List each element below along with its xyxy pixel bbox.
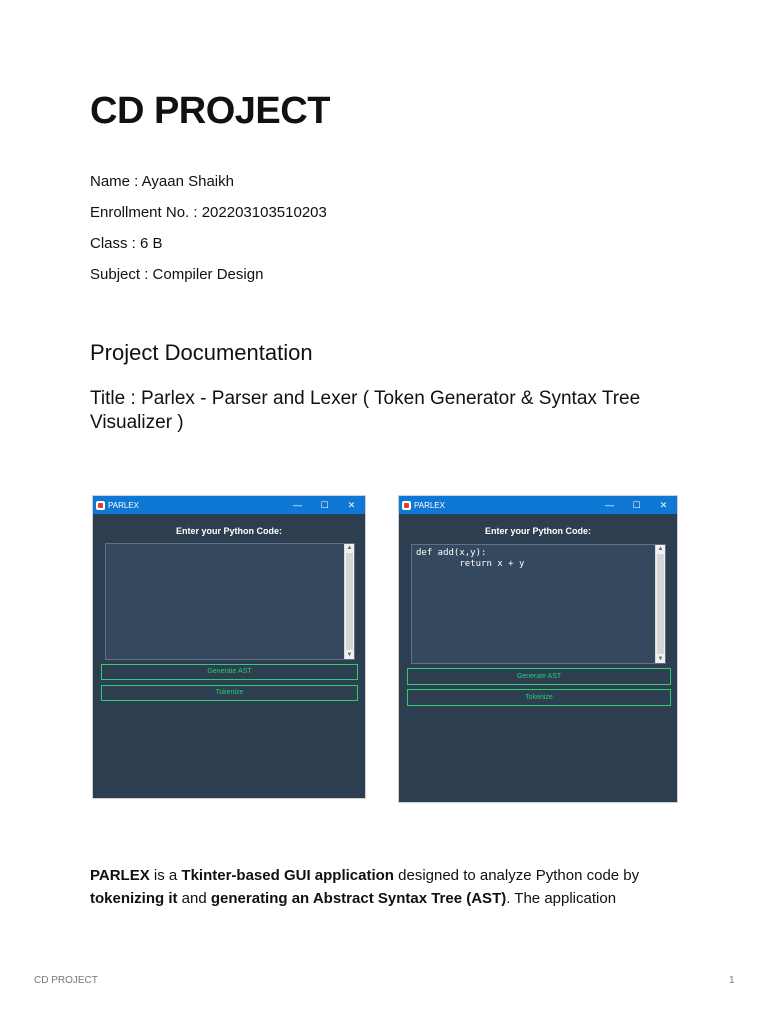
window-titlebar <box>399 496 677 514</box>
minimize-icon[interactable]: — <box>605 500 614 510</box>
para-text-2: designed to analyze Python code by <box>393 867 640 884</box>
scroll-down-icon[interactable]: ▼ <box>346 652 353 658</box>
maximize-icon[interactable]: ☐ <box>320 499 329 510</box>
app-window <box>399 496 677 802</box>
app-icon <box>402 501 411 510</box>
editor-scrollbar[interactable] <box>655 545 665 663</box>
para-text-4: . The application <box>506 890 617 907</box>
code-text[interactable]: def add(x,y): return x + y <box>416 548 525 569</box>
tkinter-bold: Tkinter-based GUI application <box>181 867 394 884</box>
para-text-1: is a <box>149 867 182 884</box>
scroll-up-icon[interactable]: ▲ <box>346 545 353 551</box>
code-prompt: Enter your Python Code: <box>175 526 282 536</box>
info-class: Class : 6 B <box>90 235 163 252</box>
app-screenshot-code <box>399 496 677 802</box>
code-prompt: Enter your Python Code: <box>484 526 591 536</box>
minimize-icon[interactable]: — <box>293 500 302 510</box>
maximize-icon[interactable]: ☐ <box>632 499 641 510</box>
section-heading: Project Documentation <box>90 340 313 365</box>
window-titlebar <box>93 496 365 514</box>
close-icon[interactable]: ✕ <box>347 499 356 510</box>
project-title: Title : Parlex - Parser and Lexer ( Token Generator & Syntax Tree Visualizer ) <box>90 388 641 433</box>
scroll-thumb[interactable] <box>657 554 664 654</box>
tokenizing-bold: tokenizing it <box>90 890 178 907</box>
intro-paragraph <box>90 864 690 910</box>
info-name: Name : Ayaan Shaikh <box>90 173 234 190</box>
app-window <box>93 496 365 798</box>
document-title: CD PROJECT <box>90 90 330 132</box>
student-info <box>90 172 327 296</box>
generate-ast-button[interactable]: Generate AST <box>407 668 671 685</box>
window-title: PARLEX <box>414 500 445 510</box>
tokenize-button[interactable]: Tokenize <box>101 685 358 701</box>
info-subject: Subject : Compiler Design <box>90 266 264 283</box>
scroll-thumb[interactable] <box>346 553 353 650</box>
scroll-down-icon[interactable]: ▼ <box>657 656 664 662</box>
code-editor[interactable] <box>411 544 666 664</box>
page-number: 1 <box>729 975 735 986</box>
app-screenshot-empty <box>93 496 365 798</box>
tokenize-button[interactable]: Tokenize <box>407 689 671 706</box>
app-name-bold: PARLEX <box>90 867 150 884</box>
app-icon <box>96 501 105 510</box>
close-icon[interactable]: ✕ <box>659 499 668 510</box>
footer-title: CD PROJECT <box>34 975 98 986</box>
para-text-3: and <box>177 890 211 907</box>
code-editor[interactable] <box>105 543 355 660</box>
generate-ast-button[interactable]: Generate AST <box>101 664 358 680</box>
ast-bold: generating an Abstract Syntax Tree (AST) <box>210 890 507 907</box>
window-title: PARLEX <box>108 500 139 510</box>
scroll-up-icon[interactable]: ▲ <box>657 546 664 552</box>
editor-scrollbar[interactable] <box>344 544 354 659</box>
info-enrollment: Enrollment No. : 202203103510203 <box>90 204 327 221</box>
